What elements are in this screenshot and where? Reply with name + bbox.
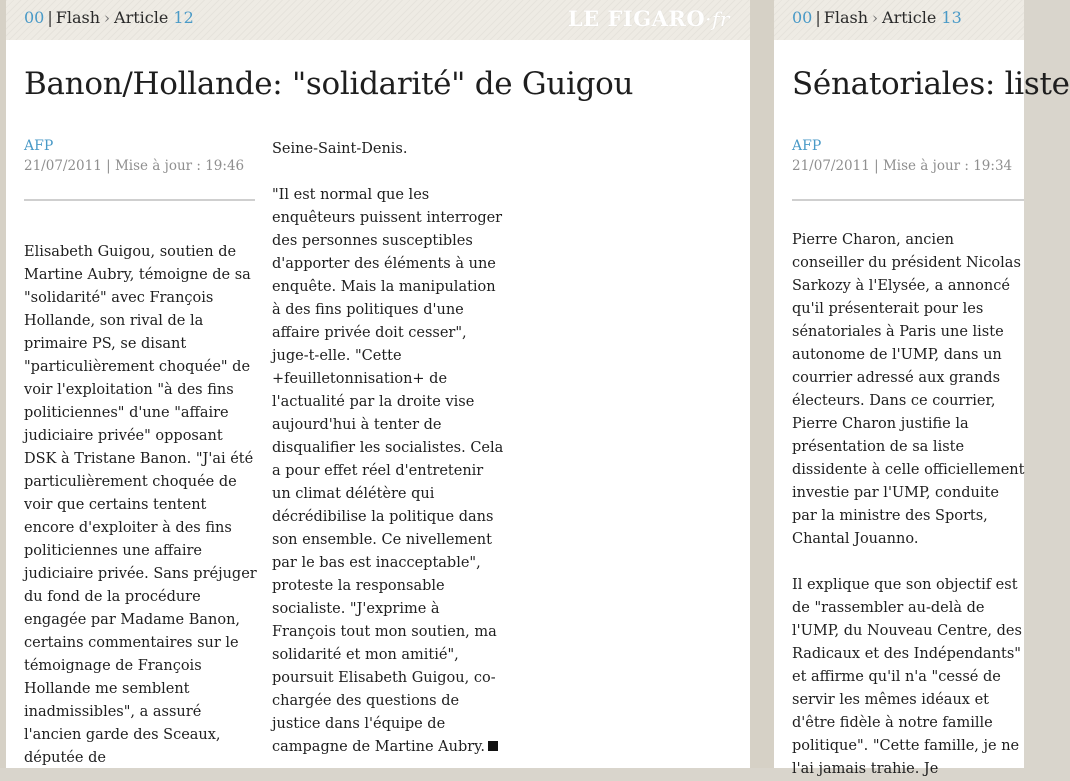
article-number: 13 — [941, 8, 962, 27]
paragraph-text: "Il est normal que les enquêteurs puissent interroger des personnes susceptibles d'apporter des éléments à une enquête. Mais la manipulation à des fins politiques d'une affaire privée doit cesser", juge-t-elle. "Cette +feuilletonnisation+ de l'actualité par la droite vise aujourd'hui à tenter de disqualifier les socialistes. Cela a pour effet réel d'entretenir un climat délétère qui décrédibilise la politique dans son ensemble. Ce nivellement par le bas est inacceptable", proteste la responsable socialiste. "J'exprime à François tout mon soutien, ma solidarité et mon amitié", poursuit Elisabeth Guigou, co-chargée des questions de justice dans l'équipe de campagne de Martine Aubry. — [272, 187, 504, 755]
article-date: 21/07/2011 | Mise à jour : 19:46 — [24, 158, 245, 174]
breadcrumb — [792, 8, 962, 27]
chevron-right-icon: › — [104, 9, 111, 27]
breadcrumb — [24, 8, 194, 27]
article-column-1 — [24, 241, 259, 770]
section-link-flash[interactable]: Flash — [55, 8, 101, 27]
article-source: AFP — [24, 138, 54, 154]
chevron-right-icon: › — [872, 9, 879, 27]
page-gutter — [750, 0, 774, 768]
breadcrumb-separator: | — [47, 8, 53, 27]
article-date: 21/07/2011 | Mise à jour : 19:34 — [792, 158, 1013, 174]
logo-suffix: ·fr — [705, 7, 730, 31]
breadcrumb-separator: | — [815, 8, 821, 27]
article-title: Banon/Hollande: "solidarité" de Guigou — [24, 66, 634, 102]
article-page-12[interactable] — [6, 0, 750, 768]
page-number-link[interactable]: 00 — [792, 8, 813, 27]
le-figaro-logo[interactable] — [568, 6, 730, 31]
section-link-flash[interactable]: Flash — [823, 8, 869, 27]
paragraph: Elisabeth Guigou, soutien de Martine Aubry, témoigne de sa "solidarité" avec François Hollande, son rival de la primaire PS, se disant "particulièrement choquée" de voir l'exploitation "à des fins politiciennes" d'une "affaire judiciaire privée" opposant DSK à Tristane Banon. "J'ai été particulièrement choquée de voir que certains tentent encore d'exploiter à des fins politiciennes une affaire judiciaire privée. Sans préjuger du fond de la procédure engagée par Madame Banon, certains commentaires sur le témoignage de François Hollande me semblent inadmissibles", a assuré l'ancien garde des Sceaux, députée de — [24, 244, 257, 766]
divider — [24, 199, 255, 201]
article-column-1 — [792, 229, 1026, 781]
paragraph: Il explique que son objectif est de "rassembler au-delà de l'UMP, du Nouveau Centre, des Radicaux et des Indépendants" et affirme qu'il n'a "cessé de servir les mêmes idéaux et d'être fidèle à notre famille politique". "Cette famille, je ne l'ai jamais trahie. Je — [792, 577, 1022, 777]
article-column-2 — [272, 138, 504, 759]
article-number: 12 — [173, 8, 194, 27]
article-label: Article — [882, 8, 937, 27]
paragraph: Seine-Saint-Denis. — [272, 141, 408, 157]
paragraph-last — [272, 184, 504, 759]
page-number-link[interactable]: 00 — [24, 8, 45, 27]
page-header — [6, 0, 750, 40]
paragraph: Pierre Charon, ancien conseiller du président Nicolas Sarkozy à l'Elysée, a annoncé qu'il présenterait pour les sénatoriales à Paris une liste autonome de l'UMP, dans un courrier adressé aux grands électeurs. Dans ce courrier, Pierre Charon justifie la présentation de sa liste dissidente à celle officiellement investie par l'UMP, conduite par la ministre des Sports, Chantal Jouanno. — [792, 232, 1025, 547]
article-page-13[interactable] — [774, 0, 1070, 777]
article-title: Sénatoriales: liste — [792, 66, 1070, 102]
logo-text: LE FIGARO — [567, 6, 706, 31]
divider — [792, 199, 1024, 201]
end-of-article-icon — [488, 741, 498, 751]
article-source: AFP — [792, 138, 822, 154]
article-label: Article — [114, 8, 169, 27]
page-header — [774, 0, 1024, 40]
